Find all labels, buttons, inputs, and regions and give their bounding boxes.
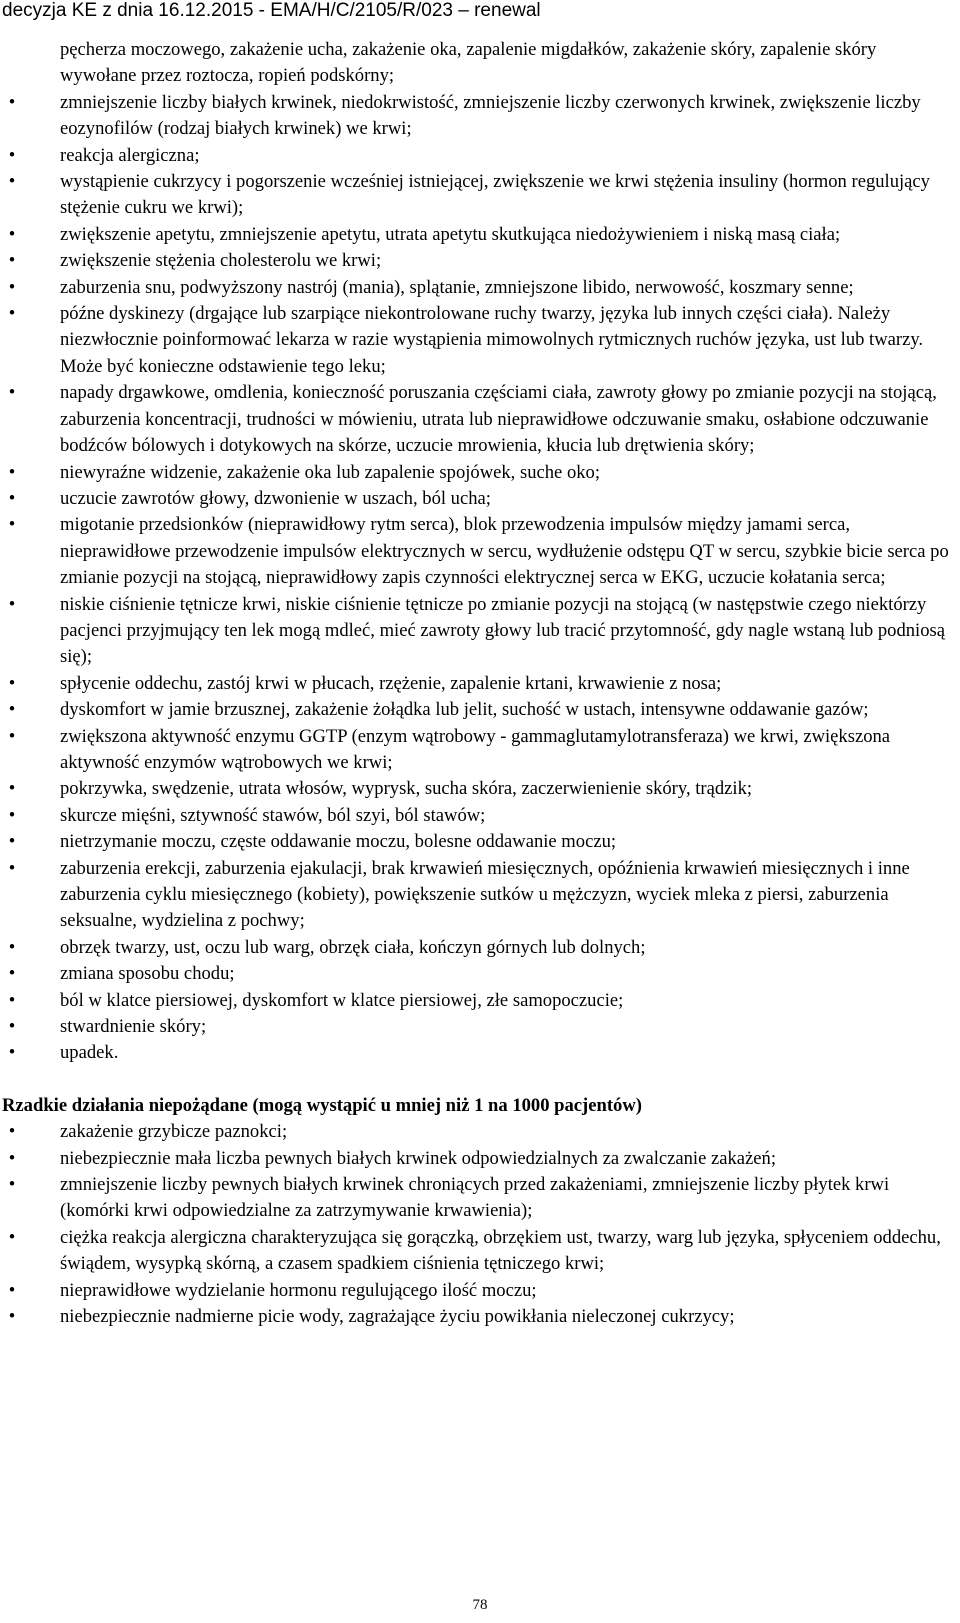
bullet-icon: • <box>8 1121 16 1143</box>
list-item <box>0 90 956 143</box>
list-item <box>0 1146 956 1172</box>
list-item-text: ból w klatce piersiowej, dyskomfort w klatce piersiowej, złe samopoczucie; <box>60 989 624 1011</box>
list-item-text: niskie ciśnienie tętnicze krwi, niskie ciśnienie tętnicze po zmianie pozycji na stojącą (w następstwie czego niektórzy pacjenci przyjmujący ten lek mogą mdleć, mieć zawroty głowy lub tracić przytomność, gdy nagle wstaną lub podniosą się); <box>60 593 945 668</box>
bullet-icon: • <box>8 1226 16 1248</box>
bullet-icon: • <box>8 725 16 747</box>
bullet-icon: • <box>8 989 16 1011</box>
list-item-text: niewyraźne widzenie, zakażenie oka lub zapalenie spojówek, suche oko; <box>60 461 601 483</box>
bullet-icon: • <box>8 382 16 404</box>
bullet-icon: • <box>8 831 16 853</box>
list-item <box>0 671 956 697</box>
list-item-text: uczucie zawrotów głowy, dzwonienie w uszach, ból ucha; <box>60 487 491 509</box>
bullet-icon: • <box>8 171 16 193</box>
list-item <box>0 988 956 1014</box>
list-item-text: niebezpiecznie nadmierne picie wody, zagrażające życiu powikłania nieleczonej cukrzycy; <box>60 1306 735 1328</box>
continuation-text: pęcherza moczowego, zakażenie ucha, zakażenie oka, zapalenie migdałków, zakażenie skóry, zapalenie skóry wywołane przez roztocza, ropień podskórny; <box>60 39 877 87</box>
list-item-text: napady drgawkowe, omdlenia, konieczność poruszania częściami ciała, zawroty głowy po zmianie pozycji na stojącą, zaburzenia koncentracji, trudności w mówieniu, utrata lub nieprawidłowe odczuwanie smaku, osłabione odczuwanie bodźców bólowych i dotykowych na skórze, uczucie mrowienia, kłucia lub drętwienia skóry; <box>60 382 937 457</box>
list-item <box>0 803 956 829</box>
bullet-icon: • <box>8 144 16 166</box>
page-header: decyzja KE z dnia 16.12.2015 - EMA/H/C/2105/R/023 – renewal <box>2 0 541 21</box>
list-item-text: stwardnienie skóry; <box>60 1016 207 1038</box>
list-item-text: zaburzenia snu, podwyższony nastrój (mania), splątanie, zmniejszone libido, nerwowość, koszmary senne; <box>60 276 854 298</box>
list-item <box>0 512 956 591</box>
bullet-icon: • <box>8 1279 16 1301</box>
list-item <box>0 697 956 723</box>
bullet-icon: • <box>8 699 16 721</box>
bullet-icon: • <box>8 1306 16 1328</box>
list-item <box>0 248 956 274</box>
section-title-rare: Rzadkie działania niepożądane (mogą wystąpić u mniej niż 1 na 1000 pacjentów) <box>2 1094 642 1116</box>
bullet-icon: • <box>8 963 16 985</box>
bullet-icon: • <box>8 276 16 298</box>
list-item <box>0 829 956 855</box>
list-item-text: zwiększenie apetytu, zmniejszenie apetytu, utrata apetytu skutkująca niedożywieniem i niską masą ciała; <box>60 223 841 245</box>
list-item <box>0 301 956 380</box>
bullet-icon: • <box>8 672 16 694</box>
document-content <box>0 37 960 1331</box>
list-item-text: migotanie przedsionków (nieprawidłowy rytm serca), blok przewodzenia impulsów między jamami serca, nieprawidłowe przewodzenie impulsów elektrycznych w sercu, wydłużenie odstępu QT w sercu, szybkie bicie serca po zmianie pozycji na stojącą, nieprawidłowy zapis czynności elektrycznej serca w EKG, uczucie kołatania serca; <box>60 514 949 589</box>
list-item <box>0 856 956 935</box>
list-item-text: późne dyskinezy (drgające lub szarpiące niekontrolowane ruchy twarzy, języka lub innych części ciała). Należy niezwłocznie poinformować lekarza w razie wystąpienia mimowolnych rytmicznych ruchów języka, ust lub twarzy. Może być konieczne odstawienie tego leku; <box>60 303 924 377</box>
list-item <box>0 486 956 512</box>
bullet-icon: • <box>8 223 16 245</box>
list-item <box>0 222 956 248</box>
list-item-text: spłycenie oddechu, zastój krwi w płucach, rzężenie, zapalenie krtani, krwawienie z nosa; <box>60 672 722 694</box>
list-item-text: skurcze mięśni, sztywność stawów, ból szyi, ból stawów; <box>60 804 486 826</box>
list-item-text: zmniejszenie liczby pewnych białych krwinek chroniących przed zakażeniami, zmniejszenie liczby płytek krwi (komórki krwi odpowiedzialne za zatrzymywanie krwawienia); <box>60 1174 890 1222</box>
bullet-icon: • <box>8 303 16 325</box>
bullet-icon: • <box>8 91 16 113</box>
list-item <box>0 1278 956 1304</box>
list-item-text: zmniejszenie liczby białych krwinek, niedokrwistość, zmniejszenie liczby czerwonych krwinek, zwiększenie liczby eozynofilów (rodzaj białych krwinek) we krwi; <box>60 91 921 140</box>
list-item-text: ciężka reakcja alergiczna charakteryzująca się gorączką, obrzękiem ust, twarzy, warg lub języka, spłyceniem oddechu, świądem, wysypką skórną, a czasem spadkiem ciśnienia tętniczego krwi; <box>60 1226 941 1275</box>
bullet-icon: • <box>8 778 16 800</box>
list-item-text: pokrzywka, swędzenie, utrata włosów, wyprysk, sucha skóra, zaczerwienienie skóry, trądzik; <box>60 778 753 800</box>
list-item-text: upadek. <box>60 1042 119 1064</box>
list-item <box>0 1014 956 1040</box>
bullet-icon: • <box>8 1174 16 1196</box>
bullet-icon: • <box>8 514 16 536</box>
list-item-text: niebezpiecznie mała liczba pewnych białych krwinek odpowiedzialnych za zwalczanie zakażeń; <box>60 1147 777 1169</box>
list-item <box>0 169 956 222</box>
list-item-text: zwiększona aktywność enzymu GGTP (enzym wątrobowy - gammaglutamylotransferaza) we krwi, zwiększona aktywność enzymów wątrobowych we krwi; <box>60 725 891 773</box>
bullet-icon: • <box>8 804 16 826</box>
list-item <box>0 724 956 777</box>
bullet-icon: • <box>8 1042 16 1064</box>
list-item <box>0 592 956 671</box>
side-effects-list-rare <box>0 1119 960 1330</box>
list-item-text: zwiększenie stężenia cholesterolu we krwi; <box>60 250 382 272</box>
list-item-text: reakcja alergiczna; <box>60 144 200 166</box>
bullet-icon: • <box>8 1016 16 1038</box>
list-item <box>0 275 956 301</box>
list-item-text: zakażenie grzybicze paznokci; <box>60 1121 288 1143</box>
list-item-text: zmiana sposobu chodu; <box>60 963 235 985</box>
list-item <box>0 1304 956 1330</box>
bullet-icon: • <box>8 857 16 879</box>
list-item-text: obrzęk twarzy, ust, oczu lub warg, obrzęk ciała, kończyn górnych lub dolnych; <box>60 936 646 958</box>
list-item <box>0 935 956 961</box>
bullet-icon: • <box>8 461 16 483</box>
bullet-icon: • <box>8 487 16 509</box>
list-item-text: dyskomfort w jamie brzusznej, zakażenie żołądka lub jelit, suchość w ustach, intensywne oddawanie gazów; <box>60 699 869 721</box>
side-effects-list-common <box>0 90 960 1067</box>
page-number: 78 <box>472 1597 488 1613</box>
list-item-text: wystąpienie cukrzycy i pogorszenie wcześniej istniejącej, zwiększenie we krwi stężenia insuliny (hormon regulujący stężenie cukru we krwi); <box>60 171 930 219</box>
list-item <box>0 1225 956 1278</box>
bullet-icon: • <box>8 936 16 958</box>
bullet-icon: • <box>8 250 16 272</box>
bullet-icon: • <box>8 1147 16 1169</box>
list-item-text: nietrzymanie moczu, częste oddawanie moczu, bolesne oddawanie moczu; <box>60 831 617 853</box>
list-item <box>0 1040 956 1066</box>
list-item <box>0 143 956 169</box>
list-item <box>0 1119 956 1145</box>
list-item-text: zaburzenia erekcji, zaburzenia ejakulacji, brak krwawień miesięcznych, opóźnienia krwawień miesięcznych i inne zaburzenia cyklu miesięcznego (kobiety), powiększenie sutków u mężczyzn, wyciek mleka z piersi, zaburzenia seksualne, wydzielina z pochwy; <box>60 857 910 932</box>
list-item <box>0 1172 956 1225</box>
list-item-text: nieprawidłowe wydzielanie hormonu regulującego ilość moczu; <box>60 1279 537 1301</box>
list-item <box>0 961 956 987</box>
bullet-icon: • <box>8 593 16 615</box>
list-item <box>0 460 956 486</box>
list-item <box>0 776 956 802</box>
list-item <box>0 380 956 459</box>
